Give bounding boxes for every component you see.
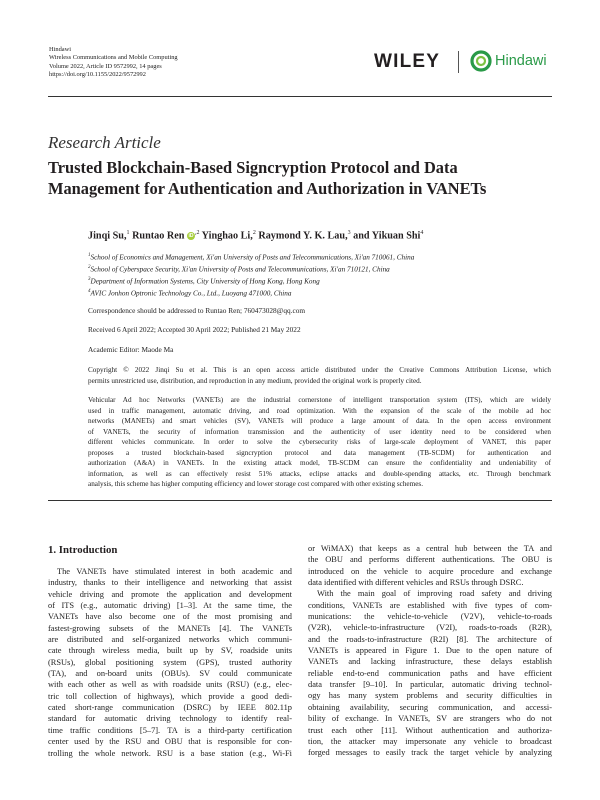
- hindawi-wordmark: Hindawi: [495, 53, 547, 69]
- copyright-line: Copyright © 2022 Jinqi Su et al. This is an open access article distributed under the Creative Commons Attribution License, which: [88, 366, 551, 374]
- header-rule: [48, 96, 552, 97]
- title-line: Management for Authentication and Authorization in VANETs: [48, 178, 487, 198]
- author-affil-mark: 4: [420, 230, 424, 236]
- abstract-rule: [48, 500, 552, 501]
- section-heading: 1. Introduction: [48, 544, 118, 556]
- body-line: the OBU and performs different authentications. The OBU is: [308, 555, 552, 565]
- article-type: Research Article: [48, 133, 161, 152]
- body-line: VANETs and lacking infrastructure, these delays establish: [308, 657, 552, 667]
- affiliation-line: [88, 275, 414, 287]
- body-line: (TA), and on-board units (OBUs). SV could communicate: [48, 669, 292, 679]
- left-column: [48, 566, 292, 759]
- body-line: bility of exchange. In VANETs, SV are strangers who do not: [308, 714, 552, 724]
- author-affil-mark: 2: [252, 230, 256, 236]
- author-affil-mark: 1: [126, 230, 130, 236]
- body-line: With the main goal of improving road safety and driving: [317, 589, 552, 599]
- body-line: standard for automatic driving technology to identify real-: [48, 714, 292, 724]
- affiliation-line: [88, 263, 414, 275]
- affil-mark: 2: [88, 265, 91, 271]
- affil-text: AVIC Jonhon Optronic Technology Co., Ltd., Luoyang 471000, China: [90, 289, 292, 298]
- body-line: fastest-growing subsets of the MANETs [4]. The VANETs: [48, 623, 292, 633]
- body-line: of ITS (e.g., automatic driving) [1–3]. At the same time, the: [48, 601, 292, 611]
- abstract-line: Vehicular Ad hoc Networks (VANETs) are the industrial cornerstone of intelligent transportation system (ITS), which are widely: [88, 396, 551, 404]
- body-line: trolling the whole network. RSU is a base station (e.g., Wi-Fi: [48, 748, 292, 758]
- academic-editor: Academic Editor: Maode Ma: [88, 345, 174, 354]
- journal-name: Wireless Communications and Mobile Computing: [49, 54, 178, 62]
- affiliations: [88, 251, 414, 299]
- body-line: forged messages to easily track the target vehicle by analyzing: [308, 748, 552, 758]
- affil-text: School of Economics and Management, Xi'an University of Posts and Telecommunications, Xi'an 710061, China: [90, 253, 415, 262]
- journal-doi-link[interactable]: https://doi.org/10.1155/2022/9572992: [49, 70, 146, 78]
- body-line: (RSUs), global positioning system (GPS), trusted authority: [48, 657, 292, 667]
- body-line: vehicle driving and promote the application and development: [48, 589, 292, 599]
- article-dates: Received 6 April 2022; Accepted 30 April 2022; Published 21 May 2022: [88, 325, 301, 334]
- affil-mark: 3: [88, 277, 91, 283]
- abstract-line: analysis, this scheme has higher computing efficiency and lower storage cost compared with other existing schemes.: [88, 480, 423, 488]
- body-line: VANETs is appeared in Figure 1. Due to the open nature of: [308, 646, 552, 656]
- affiliation-line: [88, 251, 414, 263]
- body-line: introduced on the vehicle to acquire procedure and exchange: [308, 566, 552, 576]
- body-line: VANETs have also become one of the most promising and: [48, 612, 292, 622]
- body-line: data identified with different vehicles and RSUs through DSRC.: [308, 578, 524, 588]
- body-line: The VANETs have stimulated interest in both academic and: [57, 567, 292, 576]
- abstract-line: networks (MANETs) and smart vehicles (SV), VANETs will produce a large amount of data. In the open access environment: [88, 417, 551, 425]
- affil-text: School of Cyberspace Security, Xi'an University of Posts and Telecommunications, Xi'an 710121, China: [90, 265, 390, 274]
- body-line: data transfer [9–10]. In particular, automatic driving technol-: [308, 680, 552, 690]
- author-name: Yinghao Li,: [201, 230, 253, 242]
- affil-mark: 4: [88, 289, 91, 295]
- journal-publisher: Hindawi: [49, 46, 72, 53]
- body-line: (V2R), vehicle-to-infrastructure (V2I), roads-to-roads (R2R),: [308, 623, 552, 633]
- affiliation-line: [88, 287, 414, 299]
- body-line: with each other as well as with roadside units (RSU) (e.g., elec-: [48, 680, 292, 690]
- abstract-line: information, as well as can effectively resist 51% attacks, eclipse attacks and double-spending attacks, etc. Through benchmark: [88, 469, 551, 478]
- abstract-line: used in traffic management, automatic driving, and road optimization. With the expansion of the scale of the mobile ad hoc: [88, 406, 551, 415]
- body-line: munications: the vehicle-to-vehicle (V2V), vehicle-to-roads: [308, 612, 552, 622]
- abstract-line: different vehicles communicate. In order to solve the cybersecurity risks of large-scale deployment of VANET, this paper: [88, 438, 551, 446]
- author-name: Runtao Ren: [132, 230, 185, 242]
- body-line: cated short-range communication (DSRC) by IEEE 802.11p: [48, 703, 292, 713]
- body-line: conditions, VANETs are established with five types of com-: [308, 600, 552, 610]
- body-line: industry, thanks to their intelligence and networking that assist: [48, 578, 292, 588]
- body-line: tion, the attacker may impersonate any vehicle to broadcast: [308, 736, 552, 746]
- body-line: or WiMAX) that keeps as a central hub between the TA and: [308, 544, 552, 553]
- article-title: [48, 158, 558, 199]
- correspondence: Correspondence should be addressed to Runtao Ren; 760473028@qq.com: [88, 306, 306, 315]
- copyright-line: permits unrestricted use, distribution, and reproduction in any medium, provided the original work is properly cited.: [88, 376, 422, 385]
- body-line: reliable end-to-end communication paths and have efficient: [308, 668, 552, 678]
- journal-meta: [49, 46, 178, 79]
- body-line: and the roads-to-infrastructure (R2I) [8]. The architecture of: [308, 634, 552, 644]
- abstract-line: of VANETs, the security of information transmission and the authenticity of user identity need to be considered when: [88, 427, 551, 436]
- title-line: Trusted Blockchain-Based Signcryption Protocol and Data: [48, 158, 458, 177]
- abstract: [88, 395, 551, 490]
- author-affil-mark: 3: [347, 230, 351, 236]
- hindawi-logo: [470, 50, 547, 72]
- author-affil-mark: ,2: [194, 230, 200, 236]
- wiley-logo: WILEY: [374, 51, 441, 72]
- orcid-icon[interactable]: iD: [188, 233, 194, 240]
- abstract-line: proposes a trusted blockchain-based signcryption protocol and data management (TB-SCDM) for authentication and: [88, 448, 551, 457]
- body-line: tric toll collection of highways), which provide a good dedi-: [48, 691, 292, 701]
- author-name: Jinqi Su,: [88, 230, 127, 242]
- hindawi-ring-icon: [470, 50, 492, 72]
- body-line: trust each other [11]. Without authentication and authoriza-: [308, 725, 552, 735]
- body-line: ogy has many system problems and security difficulties in: [308, 691, 552, 701]
- affil-text: Department of Information Systems, City University of Hong Kong, Hong Kong: [90, 277, 320, 286]
- author-list: [88, 230, 423, 241]
- body-line: obtaining availability, securing communication, and accessi-: [308, 702, 552, 712]
- author-name: Raymond Y. K. Lau,: [258, 230, 348, 242]
- author-name: and Yikuan Shi: [353, 230, 421, 242]
- copyright-notice: [88, 365, 551, 386]
- body-line: center used by the RSU and OBU that is responsible for con-: [48, 737, 292, 747]
- affil-mark: 1: [88, 253, 91, 258]
- body-line: cate through wireless media, built up by SV, roadside units: [48, 646, 292, 656]
- logo-divider: [458, 51, 459, 73]
- right-column: [308, 543, 552, 759]
- body-line: are distributed and self-organized networks which communi-: [48, 635, 292, 645]
- abstract-line: authorization (A&A) in VANETs. In the existing attack model, TB-SCDM can ensure the confidentiality and undeniability of: [88, 459, 551, 467]
- journal-volume: Volume 2022, Article ID 9572992, 14 pages: [49, 62, 162, 70]
- body-line: time traffic conditions [5–7]. TA is a third-party certification: [48, 725, 292, 735]
